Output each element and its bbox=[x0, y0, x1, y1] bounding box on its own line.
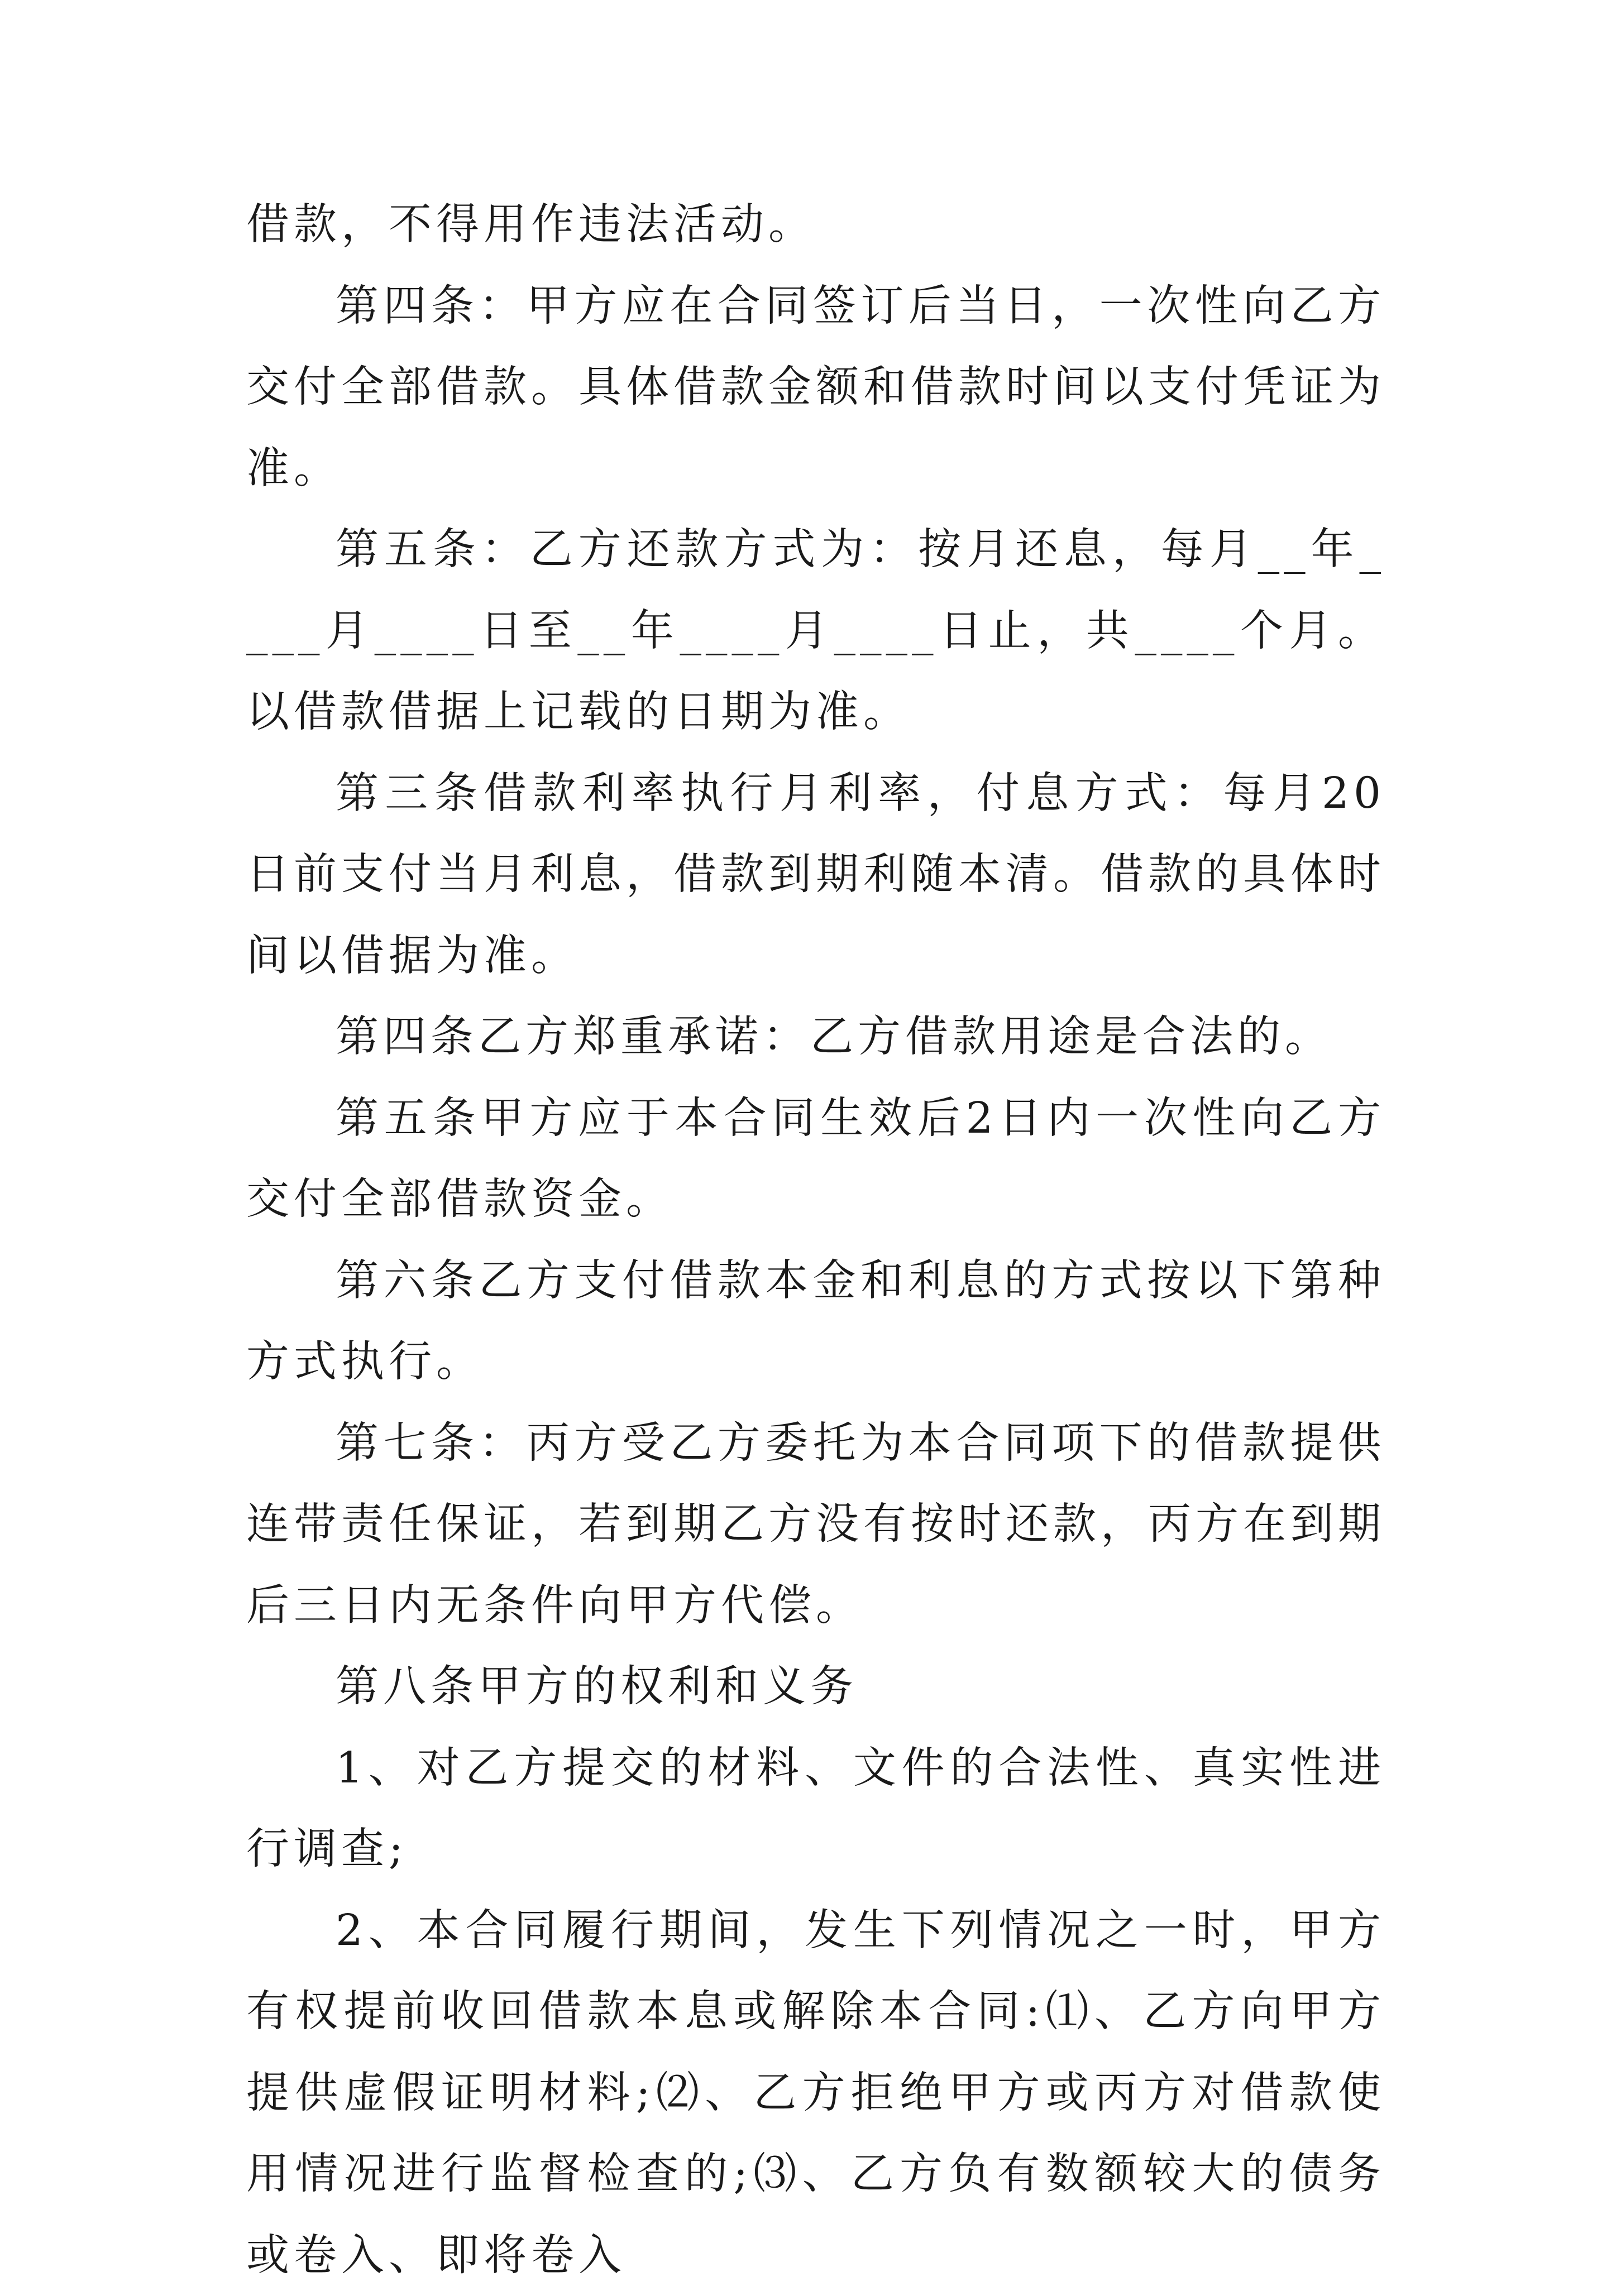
paragraph-item-2: 2、本合同履行期间，发生下列情况之一时，甲方有权提前收回借款本息或解除本合同:⑴、乙方向甲方提供虚假证明材料;⑵、乙方拒绝甲方或丙方对借款使用情况进行监督检查的;⑶、乙方负有数额较大的债务或卷入、即将卷入 bbox=[246, 1890, 1385, 2296]
paragraph-continuation: 借款，不得用作违法活动。 bbox=[246, 184, 1385, 266]
paragraph-article-6: 第六条乙方支付借款本金和利息的方式按以下第种方式执行。 bbox=[246, 1240, 1385, 1403]
paragraph-article-8-heading: 第八条甲方的权利和义务 bbox=[246, 1646, 1385, 1728]
paragraph-article-5: 第五条：乙方还款方式为：按月还息，每月__年____月____日至__年____月____日止，共____个月。以借款借据上记载的日期为准。 bbox=[246, 509, 1385, 753]
paragraph-article-4: 第四条：甲方应在合同签订后当日，一次性向乙方交付全部借款。具体借款金额和借款时间以支付凭证为准。 bbox=[246, 266, 1385, 510]
paragraph-article-5-delivery: 第五条甲方应于本合同生效后2日内一次性向乙方交付全部借款资金。 bbox=[246, 1078, 1385, 1240]
paragraph-article-3-interest: 第三条借款利率执行月利率，付息方式：每月20日前支付当月利息，借款到期利随本清。借款的具体时间以借据为准。 bbox=[246, 753, 1385, 997]
paragraph-article-7: 第七条：丙方受乙方委托为本合同项下的借款提供连带责任保证，若到期乙方没有按时还款，丙方在到期后三日内无条件向甲方代偿。 bbox=[246, 1403, 1385, 1647]
document-body bbox=[246, 184, 1385, 2296]
paragraph-item-1: 1、对乙方提交的材料、文件的合法性、真实性进行调查; bbox=[246, 1728, 1385, 1890]
paragraph-article-4-promise: 第四条乙方郑重承诺：乙方借款用途是合法的。 bbox=[246, 996, 1385, 1078]
